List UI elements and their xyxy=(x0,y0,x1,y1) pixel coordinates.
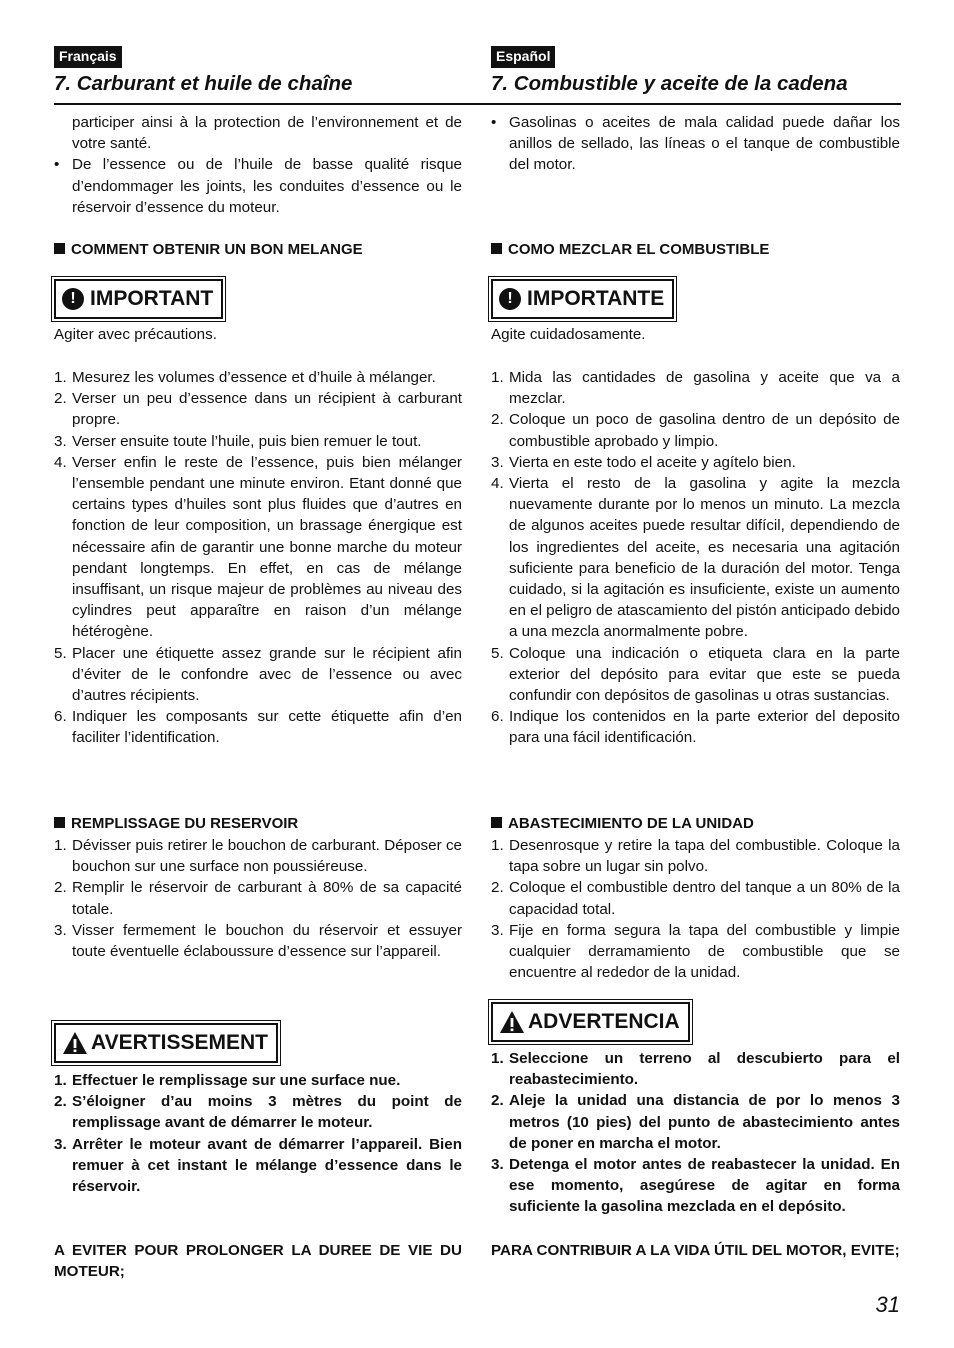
square-bullet-icon xyxy=(54,817,65,828)
title-rule xyxy=(54,103,901,105)
list-item: 1. Seleccione un terreno al descubierto para el reabastecimiento. xyxy=(491,1050,900,1089)
mix-steps-french xyxy=(54,367,462,749)
intro-spanish xyxy=(491,112,900,176)
important-label: IMPORTANT xyxy=(90,287,214,310)
list-item: 5. Coloque una indicación o etiqueta clara en la parte exterior del depósito para evitar que este se pueda confundir con depósitos de gasolinas u otras sustancias. xyxy=(491,644,900,705)
list-item: 3. Fije en forma segura la tapa del combustible y limpie cualquier derramamiento de combustible que se encuentre al rededor de la unidad. xyxy=(491,921,900,982)
list-item: 4. Verser enfin le reste de l’essence, puis bien mélanger l’ensemble pendant une minute environ. Etant donné que certains types d’huiles sont plus fluides que d’autres en fonction de leur composition, un brassage énergique est nécessaire afin de garantir une bonne marche du moteur pendant longtemps. En effet, en cas de mélange insuffisant, un risque majeur de problèmes au niveau des cylindres peut apparaître en raison d’un mélange hétérogène. xyxy=(54,453,462,641)
page-number: 31 xyxy=(875,1292,900,1317)
mix-heading-spanish: COMO MEZCLAR EL COMBUSTIBLE xyxy=(491,240,900,260)
fill-steps-spanish xyxy=(491,835,900,983)
continued-text: participer ainsi à la protection de l’environnement et de votre santé. xyxy=(72,114,462,153)
language-tag-spanish: Español xyxy=(491,46,555,68)
square-bullet-icon xyxy=(54,243,65,254)
warning-steps-spanish xyxy=(491,1048,900,1218)
list-item: 1. Effectuer le remplissage sur une surface nue. xyxy=(54,1072,401,1089)
important-label: IMPORTANTE xyxy=(527,287,665,310)
list-item: 3. Vierta en este todo el aceite y agítelo bien. xyxy=(491,453,796,471)
warning-steps-french xyxy=(54,1070,462,1197)
quality-bullet: • Gasolinas o aceites de mala calidad puede dañar los anillos de sellado, las líneas o el tanque de combustible del motor. xyxy=(491,112,900,176)
list-item: 2. Remplir le réservoir de carburant à 80% de sa capacité totale. xyxy=(54,879,462,918)
quality-bullet: • De l’essence ou de l’huile de basse qualité risque d’endommager les joints, les conduites d’essence ou le réservoir d’essence du moteur. xyxy=(54,154,462,218)
square-bullet-icon xyxy=(491,817,502,828)
exclamation-icon: ! xyxy=(499,288,521,310)
fill-steps-french xyxy=(54,835,462,962)
important-text-french: Agiter avec précautions. xyxy=(54,326,217,343)
list-item: 1. Desenrosque y retire la tapa del combustible. Coloque la tapa sobre un lugar sin polvo. xyxy=(491,837,900,876)
list-item: 2. Coloque un poco de gasolina dentro de un depósito de combustible aprobado y limpio. xyxy=(491,411,900,450)
list-item: 2. Coloque el combustible dentro del tanque a un 80% de la capacidad total. xyxy=(491,879,900,918)
warning-triangle-icon xyxy=(62,1031,88,1055)
mix-heading-french: COMMENT OBTENIR UN BON MELANGE xyxy=(54,240,462,260)
list-item: 1. Mesurez les volumes d’essence et d’huile à mélanger. xyxy=(54,369,436,386)
final-heading-spanish: PARA CONTRIBUIR A LA VIDA ÚTIL DEL MOTOR, EVITE; xyxy=(491,1242,900,1259)
important-notice-spanish xyxy=(491,279,674,319)
fill-heading-french: REMPLISSAGE DU RESERVOIR xyxy=(54,814,462,834)
list-item: 6. Indique los contenidos en la parte exterior del deposito para una fácil identificación. xyxy=(491,708,900,747)
list-item: 5. Placer une étiquette assez grande sur le récipient afin d’éviter de le confondre avec de l’essence ou avec d’autres récipients. xyxy=(54,644,462,705)
warning-label: AVERTISSEMENT xyxy=(91,1031,268,1054)
mix-steps-spanish xyxy=(491,367,900,749)
warning-label: ADVERTENCIA xyxy=(528,1010,680,1033)
square-bullet-icon xyxy=(491,243,502,254)
fill-heading-spanish: ABASTECIMIENTO DE LA UNIDAD xyxy=(491,814,900,834)
list-item: 4. Vierta el resto de la gasolina y agite la mezcla nuevamente durante por lo menos un minuto. La mezcla de algunos aceites puede resultar difícil, dependiendo de los ingredientes del aceite, es necesaria una agitación suficiente para beneficio de la duración del motor. Tenga cuidado, si la agitación es insuficiente, existe un aumento en el peligro de atascamiento del pistón anticipado debido a una mezcla anormalmente pobre. xyxy=(491,475,900,641)
list-item: 1. Dévisser puis retirer le bouchon de carburant. Déposer ce bouchon sur une surface non poussiéreuse. xyxy=(54,837,462,876)
warning-notice-spanish xyxy=(491,1002,690,1042)
list-item: 2. Verser un peu d’essence dans un récipient à carburant propre. xyxy=(54,390,462,429)
section-title-spanish: 7. Combustible y aceite de la cadena xyxy=(491,72,848,95)
important-notice-french xyxy=(54,279,223,319)
list-item: 1. Mida las cantidades de gasolina y aceite que va a mezclar. xyxy=(491,369,900,408)
warning-notice-french xyxy=(54,1023,278,1063)
warning-triangle-icon xyxy=(499,1010,525,1034)
language-tag-french: Français xyxy=(54,46,122,68)
section-title-french: 7. Carburant et huile de chaîne xyxy=(54,72,353,95)
list-item: 3. Detenga el motor antes de reabastecer la unidad. En ese momento, asegúrese de agitar en forma suficiente la gasolina mezclada en el depósito. xyxy=(491,1156,900,1216)
intro-french xyxy=(54,112,462,218)
exclamation-icon: ! xyxy=(62,288,84,310)
list-item: 3. Verser ensuite toute l’huile, puis bien remuer le tout. xyxy=(54,432,422,450)
list-item: 2. Aleje la unidad una distancia de por lo menos 3 metros (10 pies) del punto de abastecimiento antes de poner en marcha el motor. xyxy=(491,1092,900,1152)
important-text-spanish: Agite cuidadosamente. xyxy=(491,326,646,343)
list-item: 6. Indiquer les composants sur cette étiquette afin d’en faciliter l’identification. xyxy=(54,708,462,747)
list-item: 2. S’éloigner d’au moins 3 mètres du point de remplissage avant de démarrer le moteur. xyxy=(54,1093,462,1132)
list-item: 3. Visser fermement le bouchon du réservoir et essuyer toute éventuelle éclaboussure d’essence sur l’appareil. xyxy=(54,921,462,961)
final-heading-french: A EVITER POUR PROLONGER LA DUREE DE VIE DU MOTEUR; xyxy=(54,1242,462,1281)
list-item: 3. Arrêter le moteur avant de démarrer l’appareil. Bien remuer à cet instant le mélange d’essence dans le réservoir. xyxy=(54,1135,462,1196)
